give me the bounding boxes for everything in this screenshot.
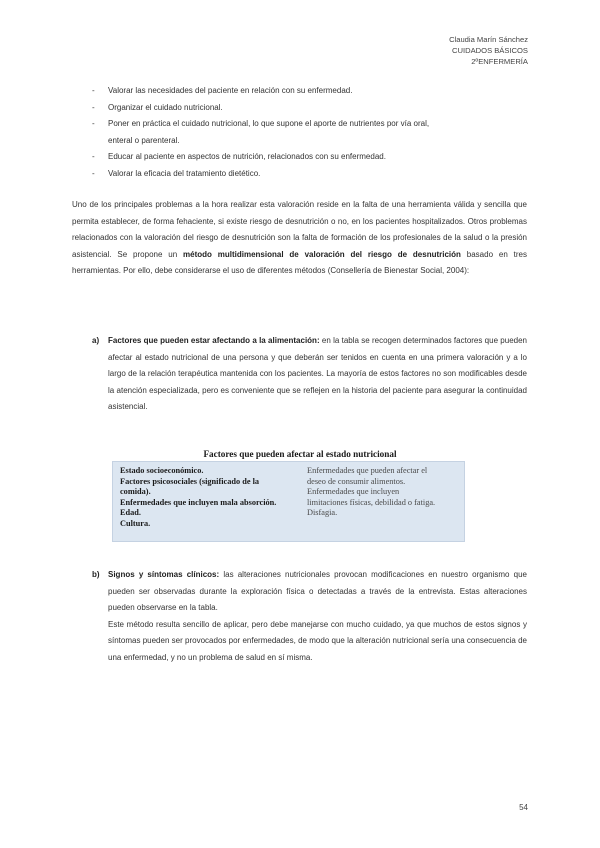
- list-item-text: Educar al paciente en aspectos de nutrición, relacionados con su enfermedad.: [108, 152, 386, 162]
- list-item: [92, 166, 532, 183]
- table-cell: Disfagia.: [307, 508, 338, 518]
- item-b-text-2: Este método resulta sencillo de aplicar, pero debe manejarse con mucho cuidado, ya que muchos de estos signos y síntomas pueden ser provocados por enfermedades, de modo que la alteración nutricional sería una consecuencia de una enfermedad, y no un problema de salud en sí misma.: [108, 619, 527, 662]
- header-author: Claudia Marín Sánchez: [449, 35, 528, 44]
- list-dash: -: [92, 86, 95, 95]
- table-cell: Edad.: [120, 508, 141, 518]
- paragraph-bold: método multidimensional de valoración del riesgo de desnutrición: [183, 249, 461, 259]
- paragraph-text: Uno de los principales problemas a la hora realizar esta valoración reside en la falta de una herramienta válida y sencilla que permita establecer, de forma fehaciente, si existe riesgo de desnutrición o no, en los pacientes hospitalizados. Otros problemas relacionados con la valoración del riesgo de desnutrición son la falta de formación de los profesionales de la salud o la presión asistencial. Se propone un: [72, 200, 527, 259]
- table-cell: Enfermedades que pueden afectar el: [307, 466, 428, 475]
- table-cell: comida).: [120, 487, 151, 497]
- header-program: 2ºENFERMERÍA: [471, 57, 528, 66]
- page-number: 54: [519, 803, 528, 812]
- factors-table: [112, 461, 465, 542]
- list-item: [92, 149, 532, 166]
- intro-paragraph: [72, 197, 527, 280]
- table-cell: Enfermedades que incluyen: [307, 487, 400, 497]
- table-right-column: [307, 466, 465, 519]
- list-dash: -: [92, 119, 95, 129]
- item-a-marker: a): [92, 336, 100, 345]
- table-left-column: [120, 466, 300, 530]
- list-item-text: Valorar la eficacia del tratamiento dietético.: [108, 168, 261, 178]
- table-cell: Estado socioeconómico.: [120, 466, 204, 475]
- page-header: [449, 34, 528, 67]
- item-a: [92, 333, 527, 416]
- paragraph-text-end: basado en tres herramientas. Por ello, debe considerarse el uso de diferentes métodos (Consellería de Bienestar Social, 2004):: [72, 249, 527, 276]
- item-b: [92, 567, 527, 667]
- list-item: [92, 116, 532, 149]
- list-item-text: Valorar las necesidades del paciente en relación con su enfermedad.: [108, 86, 353, 95]
- item-a-text: en la tabla se recogen determinados factores que pueden afectar al estado nutricional de una persona y que deberán ser tenidos en cuenta en una primera valoración y a lo largo de la relación terapéutica mantenida con los pacientes. La mayoría de estos factores no son modificables desde la atención especializada, pero es conveniente que se reflejen en la historia del paciente para asegurar la continuidad asistencial.: [108, 336, 527, 412]
- list-item: [92, 100, 532, 117]
- list-item-text: Organizar el cuidado nutricional.: [108, 102, 223, 112]
- item-a-title: Factores que pueden estar afectando a la alimentación:: [108, 336, 320, 345]
- item-b-text: las alteraciones nutricionales provocan modificaciones en nuestro organismo que pueden ser observadas durante la exploración física o detectadas a través de la entrevista. Estas alteraciones pueden observarse en la tabla.: [108, 570, 527, 613]
- objectives-list: [92, 83, 532, 183]
- item-b-title: Signos y síntomas clínicos:: [108, 570, 220, 579]
- list-item-text: enteral o parenteral.: [108, 135, 180, 145]
- list-item: [92, 83, 532, 100]
- table-cell: limitaciones físicas, debilidad o fatiga.: [307, 497, 436, 507]
- list-item-text: Poner en práctica el cuidado nutricional, lo que supone el aporte de nutrientes por vía oral,: [108, 119, 430, 129]
- table-cell: Factores psicosociales (significado de la: [120, 476, 260, 486]
- table-title: Factores que pueden afectar al estado nutricional: [203, 449, 397, 459]
- item-b-marker: b): [92, 570, 100, 579]
- table-cell: Enfermedades que incluyen mala absorción.: [120, 497, 277, 507]
- list-dash: -: [92, 168, 95, 178]
- table-cell: deseo de consumir alimentos.: [307, 476, 406, 486]
- list-dash: -: [92, 152, 95, 162]
- header-course: CUIDADOS BÁSICOS: [452, 46, 528, 55]
- list-dash: -: [92, 102, 95, 112]
- table-cell: Cultura.: [120, 518, 151, 528]
